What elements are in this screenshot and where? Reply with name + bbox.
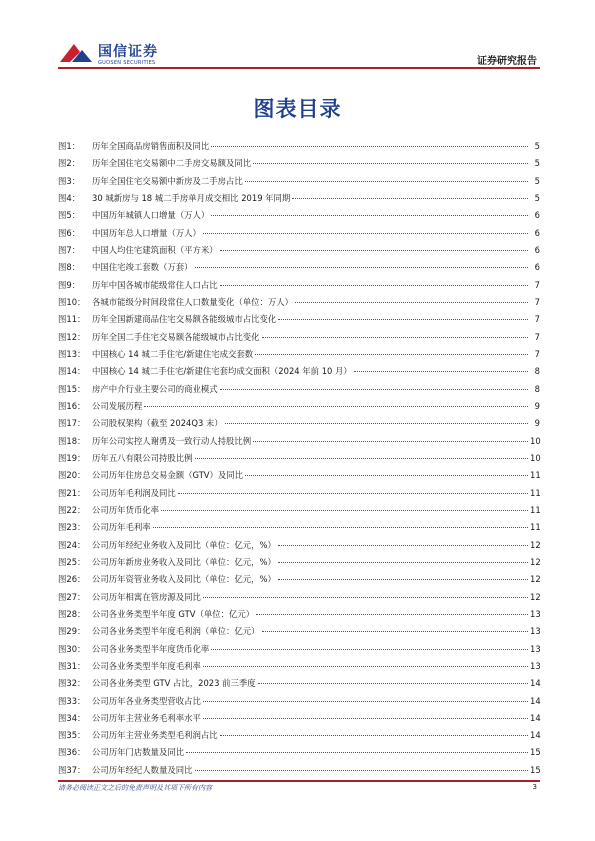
toc-item-title[interactable]: 公司历年门店数量及同比 [92,747,185,758]
toc-item[interactable] [58,658,540,675]
logo-text-en: GUOSEN SECURITIES [98,60,156,66]
page-title: 图表目录 [253,97,342,121]
toc-item-number: 图3： [58,175,81,186]
toc-item-page[interactable]: 7 [534,348,540,359]
toc-item-number: 图29： [58,626,86,637]
toc-item[interactable] [58,363,540,380]
toc-item-title[interactable]: 公司历年货币化率 [92,504,159,515]
logo-mark-icon [58,40,94,66]
toc-item[interactable] [58,502,540,519]
toc-leader-dots [203,718,528,719]
toc-item-page[interactable]: 13 [530,643,541,654]
toc-item-number: 图12： [58,331,86,342]
toc-item-title[interactable]: 公司历年住房总交易金额（GTV）及同比 [92,470,244,481]
toc-item-title[interactable]: 公司各业务类型半年度 GTV（单位：亿元） [92,608,255,619]
toc-item[interactable] [58,381,540,398]
toc-item[interactable] [58,398,540,415]
toc-leader-dots [220,250,528,251]
toc-item-page[interactable]: 15 [530,764,541,775]
toc-item-page[interactable]: 5 [534,158,540,169]
toc-item-page[interactable]: 12 [530,574,541,585]
toc-list [58,138,540,779]
toc-item[interactable] [58,744,540,761]
toc-item[interactable] [58,727,540,744]
toc-leader-dots [144,406,528,407]
toc-item-number: 图35： [58,730,86,741]
toc-item-number: 图22： [58,504,86,515]
toc-item-page[interactable]: 7 [534,331,540,342]
toc-leader-dots [253,163,528,164]
header-divider [58,67,540,69]
toc-item-page[interactable]: 7 [534,314,540,325]
toc-leader-dots [256,614,528,615]
toc-item[interactable] [58,641,540,658]
toc-item-title[interactable]: 公司历年主营业务毛利率水平 [92,712,201,723]
toc-item[interactable] [58,693,540,710]
toc-item-number: 图25： [58,556,86,567]
toc-item-page[interactable]: 11 [530,522,541,533]
toc-item-page[interactable]: 12 [530,591,541,602]
toc-item-title[interactable]: 公司各业务类型 GTV 占比，2023 前三季度 [92,678,256,689]
toc-leader-dots [245,181,528,182]
toc-leader-dots [203,701,528,702]
toc-item-title[interactable]: 公司各业务类型半年度毛利润（单位：亿元） [92,626,260,637]
toc-item-title[interactable]: 公司各业务类型半年度毛利率 [92,660,201,671]
toc-item-page[interactable]: 8 [534,366,540,377]
toc-item-number: 图27： [58,591,86,602]
toc-item-number: 图19： [58,452,86,463]
toc-item-title[interactable]: 公司历年毛利润及同比 [92,487,176,498]
guosen-logo [58,40,198,70]
toc-item-number: 图13： [58,348,86,359]
toc-item-number: 图37： [58,764,86,775]
toc-item-title[interactable]: 公司历年毛利率 [92,522,151,533]
page-header [0,0,595,70]
toc-item[interactable] [58,242,540,259]
toc-item-title[interactable]: 历年全国二手住宅交易额各能级城市占比变化 [92,331,260,342]
page-number: 3 [532,783,537,791]
toc-leader-dots [262,337,529,338]
toc-item-page[interactable]: 13 [530,660,541,671]
toc-item-number: 图32： [58,678,86,689]
toc-item[interactable] [58,259,540,276]
toc-item-number: 图23： [58,522,86,533]
toc-item[interactable] [58,710,540,727]
toc-leader-dots [278,545,528,546]
toc-item-title[interactable]: 房产中介行业主要公司的商业模式 [92,383,218,394]
toc-item-page[interactable]: 10 [530,435,541,446]
toc-item-number: 图20： [58,470,86,481]
toc-leader-dots [211,146,528,147]
toc-item[interactable] [58,294,540,311]
toc-item-title[interactable]: 公司历年经纪业务收入及同比（单位：亿元，%） [92,539,276,550]
report-type-label: 证券研究报告 [477,56,537,67]
toc-item-page[interactable]: 13 [530,608,541,619]
toc-item[interactable] [58,138,540,155]
toc-leader-dots [211,215,528,216]
toc-item[interactable] [58,277,540,294]
toc-item-page[interactable]: 8 [534,383,540,394]
toc-item-title[interactable]: 公司历年相寓在管房源及同比 [92,591,201,602]
toc-item-number: 图6： [58,227,81,238]
toc-leader-dots [225,423,528,424]
toc-item-number: 图30： [58,643,86,654]
toc-item-page[interactable]: 7 [534,296,540,307]
toc-item-number: 图2： [58,158,81,169]
toc-item-page[interactable]: 5 [534,141,540,151]
toc-leader-dots [195,770,529,771]
toc-item-page[interactable]: 6 [534,244,540,255]
toc-item-number: 图18： [58,435,86,446]
toc-item-number: 图26： [58,574,86,585]
toc-item[interactable] [58,762,540,779]
toc-leader-dots [220,735,528,736]
toc-leader-dots [186,752,528,753]
toc-item-title[interactable]: 30 城新房与 18 城二手房单月成交相比 2019 年同期 [92,192,291,203]
toc-item-page[interactable]: 14 [530,712,541,723]
toc-leader-dots [220,285,528,286]
toc-item-title[interactable]: 公司历年经纪人数量及同比 [92,764,193,775]
toc-item-number: 图31： [58,660,86,671]
toc-leader-dots [258,683,528,684]
toc-item-title[interactable]: 历年全国商品房销售面积及同比 [92,141,210,151]
toc-item-title[interactable]: 各城市能级分时间段常住人口数量变化（单位：万人） [92,296,293,307]
toc-leader-dots [195,458,529,459]
toc-item-page[interactable]: 11 [530,504,541,515]
toc-item-number: 图8： [58,262,81,273]
toc-item[interactable] [58,190,540,207]
toc-item[interactable] [58,225,540,242]
toc-item-title[interactable]: 中国历年总人口增量（万人） [92,227,201,238]
toc-item[interactable] [58,311,540,328]
toc-leader-dots [255,354,528,355]
toc-item-page[interactable]: 11 [530,487,541,498]
toc-item-page[interactable]: 6 [534,262,540,273]
toc-leader-dots [153,527,528,528]
toc-item-title[interactable]: 公司历年各业务类型营收占比 [92,695,201,706]
toc-item-title[interactable]: 公司历年主营业务类型毛利润占比 [92,730,218,741]
toc-item-page[interactable]: 14 [530,730,541,741]
toc-item-number: 图17： [58,418,86,429]
toc-leader-dots [354,371,528,372]
toc-leader-dots [253,441,528,442]
toc-item-number: 图33： [58,695,86,706]
toc-item-number: 图1： [58,141,81,151]
toc-item-page[interactable]: 11 [530,470,541,481]
toc-item[interactable] [58,467,540,484]
toc-item-page[interactable]: 13 [530,626,541,637]
toc-item-page[interactable]: 9 [534,400,540,411]
toc-item[interactable] [58,623,540,640]
toc-item[interactable] [58,329,540,346]
toc-item-number: 图16： [58,400,86,411]
toc-leader-dots [203,666,528,667]
toc-item-title[interactable]: 公司股权架构（截至 2024Q3 末） [92,418,223,429]
toc-item-title[interactable]: 历年中国各城市能级常住人口占比 [92,279,218,290]
toc-item-page[interactable]: 15 [530,747,541,758]
toc-item-number: 图11： [58,314,86,325]
toc-item[interactable] [58,571,540,588]
toc-item-title[interactable]: 中国住宅竣工套数（万套） [92,262,193,273]
toc-item[interactable] [58,537,540,554]
toc-leader-dots [178,493,528,494]
toc-item-page[interactable]: 6 [534,210,540,221]
toc-leader-dots [220,389,528,390]
toc-leader-dots [245,475,528,476]
toc-leader-dots [278,319,528,320]
toc-item[interactable] [58,675,540,692]
toc-item-title[interactable]: 历年公司实控人谢勇及一致行动人持股比例 [92,435,252,446]
toc-item-title[interactable]: 中国核心 14 城二手住宅/新建住宅成交套数 [92,348,254,359]
toc-item-page[interactable]: 7 [534,279,540,290]
toc-item-number: 图24： [58,539,86,550]
toc-item[interactable] [58,155,540,172]
toc-item-number: 图15： [58,383,86,394]
toc-leader-dots [203,597,528,598]
toc-leader-dots [292,198,528,199]
toc-leader-dots [195,267,529,268]
toc-item[interactable] [58,415,540,432]
toc-item[interactable] [58,519,540,536]
toc-item-page[interactable]: 5 [534,175,540,186]
toc-item-title[interactable]: 历年五八有限公司持股比例 [92,452,193,463]
toc-item-page[interactable]: 10 [530,452,541,463]
toc-item[interactable] [58,346,540,363]
toc-leader-dots [295,302,528,303]
toc-item-page[interactable]: 9 [534,418,540,429]
toc-leader-dots [278,562,528,563]
toc-item-number: 图4： [58,192,81,203]
toc-item-page[interactable]: 5 [534,192,540,203]
toc-item-title[interactable]: 中国人均住宅建筑面积（平方米） [92,244,218,255]
toc-item-number: 图36： [58,747,86,758]
footer-divider [58,780,540,782]
toc-item-number: 图10： [58,296,86,307]
toc-leader-dots [161,510,528,511]
toc-leader-dots [203,233,528,234]
toc-item-number: 图9： [58,279,81,290]
toc-item-title[interactable]: 历年全国新建商品住宅交易额各能级城市占比变化 [92,314,277,325]
toc-item-number: 图34： [58,712,86,723]
toc-item-number: 图7： [58,244,81,255]
toc-item[interactable] [58,433,540,450]
toc-leader-dots [278,579,528,580]
toc-item[interactable] [58,450,540,467]
toc-item[interactable] [58,606,540,623]
toc-item[interactable] [58,589,540,606]
toc-item-page[interactable]: 14 [530,695,541,706]
toc-item-number: 图5： [58,210,81,221]
toc-item-title[interactable]: 公司历年资管业务收入及同比（单位：亿元，%） [92,574,276,585]
logo-text-cn: 国信证券 [98,44,158,60]
toc-item-title[interactable]: 公司各业务类型半年度货币化率 [92,643,210,654]
toc-item-number: 图21： [58,487,86,498]
toc-item[interactable] [58,554,540,571]
toc-item-title[interactable]: 中国核心 14 城二手住宅/新建住宅套均成交面积（2024 年前 10 月） [92,366,352,377]
toc-leader-dots [211,649,528,650]
toc-item-title[interactable]: 公司发展历程 [92,400,143,411]
toc-item-number: 图28： [58,608,86,619]
toc-leader-dots [262,631,529,632]
toc-item-page[interactable]: 14 [530,678,541,689]
toc-item-title[interactable]: 历年全国住宅交易额中新房及二手房占比 [92,175,243,186]
toc-item[interactable] [58,207,540,224]
toc-item-title[interactable]: 中国历年城镇人口增量（万人） [92,210,210,221]
toc-item-page[interactable]: 6 [534,227,540,238]
toc-item-page[interactable]: 12 [530,539,541,550]
toc-item-page[interactable]: 12 [530,556,541,567]
toc-item-title[interactable]: 公司历年新房业务收入及同比（单位：亿元，%） [92,556,276,567]
toc-item[interactable] [58,485,540,502]
toc-item-number: 图14： [58,366,86,377]
footer-disclaimer: 请务必阅读正文之后的免责声明及其项下所有内容 [58,784,212,792]
toc-item-title[interactable]: 历年全国住宅交易额中二手房交易额及同比 [92,158,252,169]
toc-item[interactable] [58,173,540,190]
